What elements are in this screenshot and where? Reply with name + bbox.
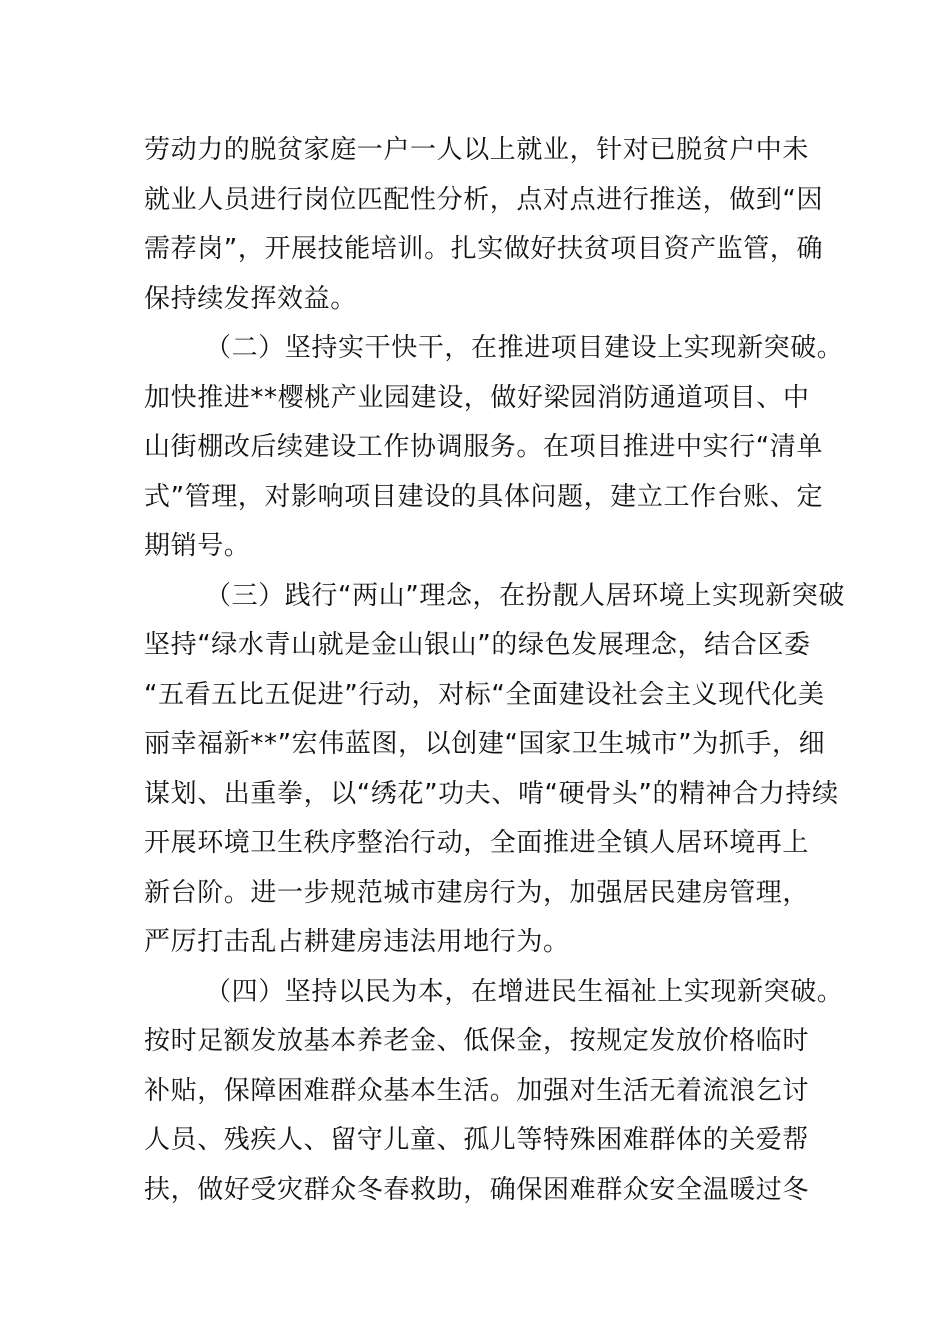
- text-line: 补贴，保障困难群众基本生活。加强对生活无着流浪乞讨: [144, 1075, 810, 1106]
- section-heading-2: （二）坚持实干快干，在推进项目建设上实现新突破。: [205, 333, 844, 363]
- section-heading-4: （四）坚持以民为本，在增进民生福祉上实现新突破。: [205, 976, 844, 1007]
- text-line: 保持续发挥效益。: [144, 283, 357, 314]
- text-line: 严厉打击乱占耕建房违法用地行为。: [144, 927, 570, 957]
- text-line: 劳动力的脱贫家庭一户一人以上就业，针对已脱贫户中未: [144, 135, 810, 165]
- text-line: 山街棚改后续建设工作协调服务。在项目推进中实行“清单: [144, 432, 824, 462]
- text-line: 就业人员进行岗位匹配性分析，点对点进行推送，做到“因: [144, 184, 824, 215]
- text-line: 开展环境卫生秩序整治行动，全面推进全镇人居环境再上: [144, 828, 810, 858]
- text-line: 坚持“绿水青山就是金山银山”的绿色发展理念，结合区委: [144, 630, 811, 660]
- text-line: 新台阶。进一步规范城市建房行为，加强居民建房管理，: [144, 877, 810, 908]
- section-heading-3: （三）践行“两山”理念，在扮靓人居环境上实现新突破: [205, 580, 845, 611]
- text-line: 谋划、出重拳，以“绣花”功夫、啃“硬骨头”的精神合力持续: [144, 778, 839, 809]
- text-line: 人员、残疾人、留守儿童、孤儿等特殊困难群体的关爱帮: [144, 1125, 810, 1155]
- text-line: 需荐岗”，开展技能培训。扎实做好扶贫项目资产监管，确: [144, 234, 824, 264]
- text-line: 扶，做好受灾群众冬春救助，确保困难群众安全温暖过冬: [144, 1174, 810, 1205]
- text-line: “五看五比五促进”行动，对标“全面建设社会主义现代化美: [144, 679, 825, 710]
- document-body: [144, 126, 844, 1215]
- text-line: 按时足额发放基本养老金、低保金，按规定发放价格临时: [144, 1026, 810, 1056]
- text-line: 期销号。: [144, 531, 251, 561]
- text-line: 加快推进**樱桃产业园建设，做好梁园消防通道项目、中: [144, 382, 810, 413]
- text-line: 丽幸福新**”宏伟蓝图，以创建“国家卫生城市”为抓手，细: [144, 729, 826, 759]
- text-line: 式”管理，对影响项目建设的具体问题，建立工作台账、定: [144, 481, 824, 512]
